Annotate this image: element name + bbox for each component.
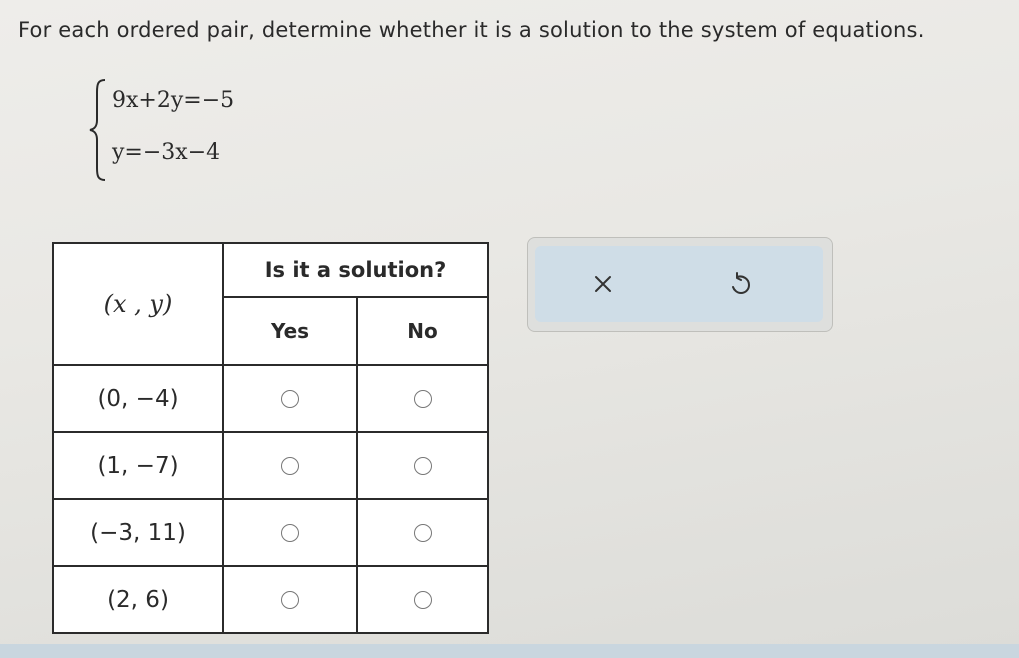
ordered-pair: (2, 6) bbox=[53, 566, 223, 633]
solution-table bbox=[52, 242, 489, 634]
yes-radio[interactable] bbox=[281, 591, 299, 609]
no-cell bbox=[357, 432, 488, 499]
no-column-header: No bbox=[357, 297, 488, 365]
yes-radio[interactable] bbox=[281, 524, 299, 542]
ordered-pair: (1, −7) bbox=[53, 432, 223, 499]
equation-system bbox=[88, 78, 308, 182]
yes-column-header: Yes bbox=[223, 297, 357, 365]
equation-1: 9x+2y=−5 bbox=[112, 88, 235, 113]
no-radio[interactable] bbox=[414, 457, 432, 475]
table-row bbox=[53, 499, 488, 566]
table-row bbox=[53, 432, 488, 499]
yes-cell bbox=[223, 566, 357, 633]
toolbar-button-area bbox=[535, 246, 823, 322]
answer-toolbar bbox=[527, 237, 833, 332]
ordered-pair: (0, −4) bbox=[53, 365, 223, 432]
yes-cell bbox=[223, 432, 357, 499]
table-row bbox=[53, 365, 488, 432]
bottom-divider bbox=[0, 644, 1019, 658]
undo-button[interactable] bbox=[725, 268, 757, 300]
left-brace-icon bbox=[88, 78, 108, 182]
no-radio[interactable] bbox=[414, 390, 432, 408]
yes-cell bbox=[223, 365, 357, 432]
no-radio[interactable] bbox=[414, 524, 432, 542]
x-icon bbox=[592, 273, 614, 295]
yes-radio[interactable] bbox=[281, 457, 299, 475]
pair-column-header: (x , y) bbox=[53, 243, 223, 365]
yes-radio[interactable] bbox=[281, 390, 299, 408]
question-prompt: For each ordered pair, determine whether it is a solution to the system of equations. bbox=[18, 18, 925, 42]
no-cell bbox=[357, 365, 488, 432]
yes-cell bbox=[223, 499, 357, 566]
table-row bbox=[53, 566, 488, 633]
no-cell bbox=[357, 499, 488, 566]
no-radio[interactable] bbox=[414, 591, 432, 609]
undo-icon bbox=[728, 271, 754, 297]
ordered-pair: (−3, 11) bbox=[53, 499, 223, 566]
clear-button[interactable] bbox=[587, 268, 619, 300]
equation-2: y=−3x−4 bbox=[112, 140, 221, 165]
no-cell bbox=[357, 566, 488, 633]
table-title: Is it a solution? bbox=[223, 243, 488, 297]
